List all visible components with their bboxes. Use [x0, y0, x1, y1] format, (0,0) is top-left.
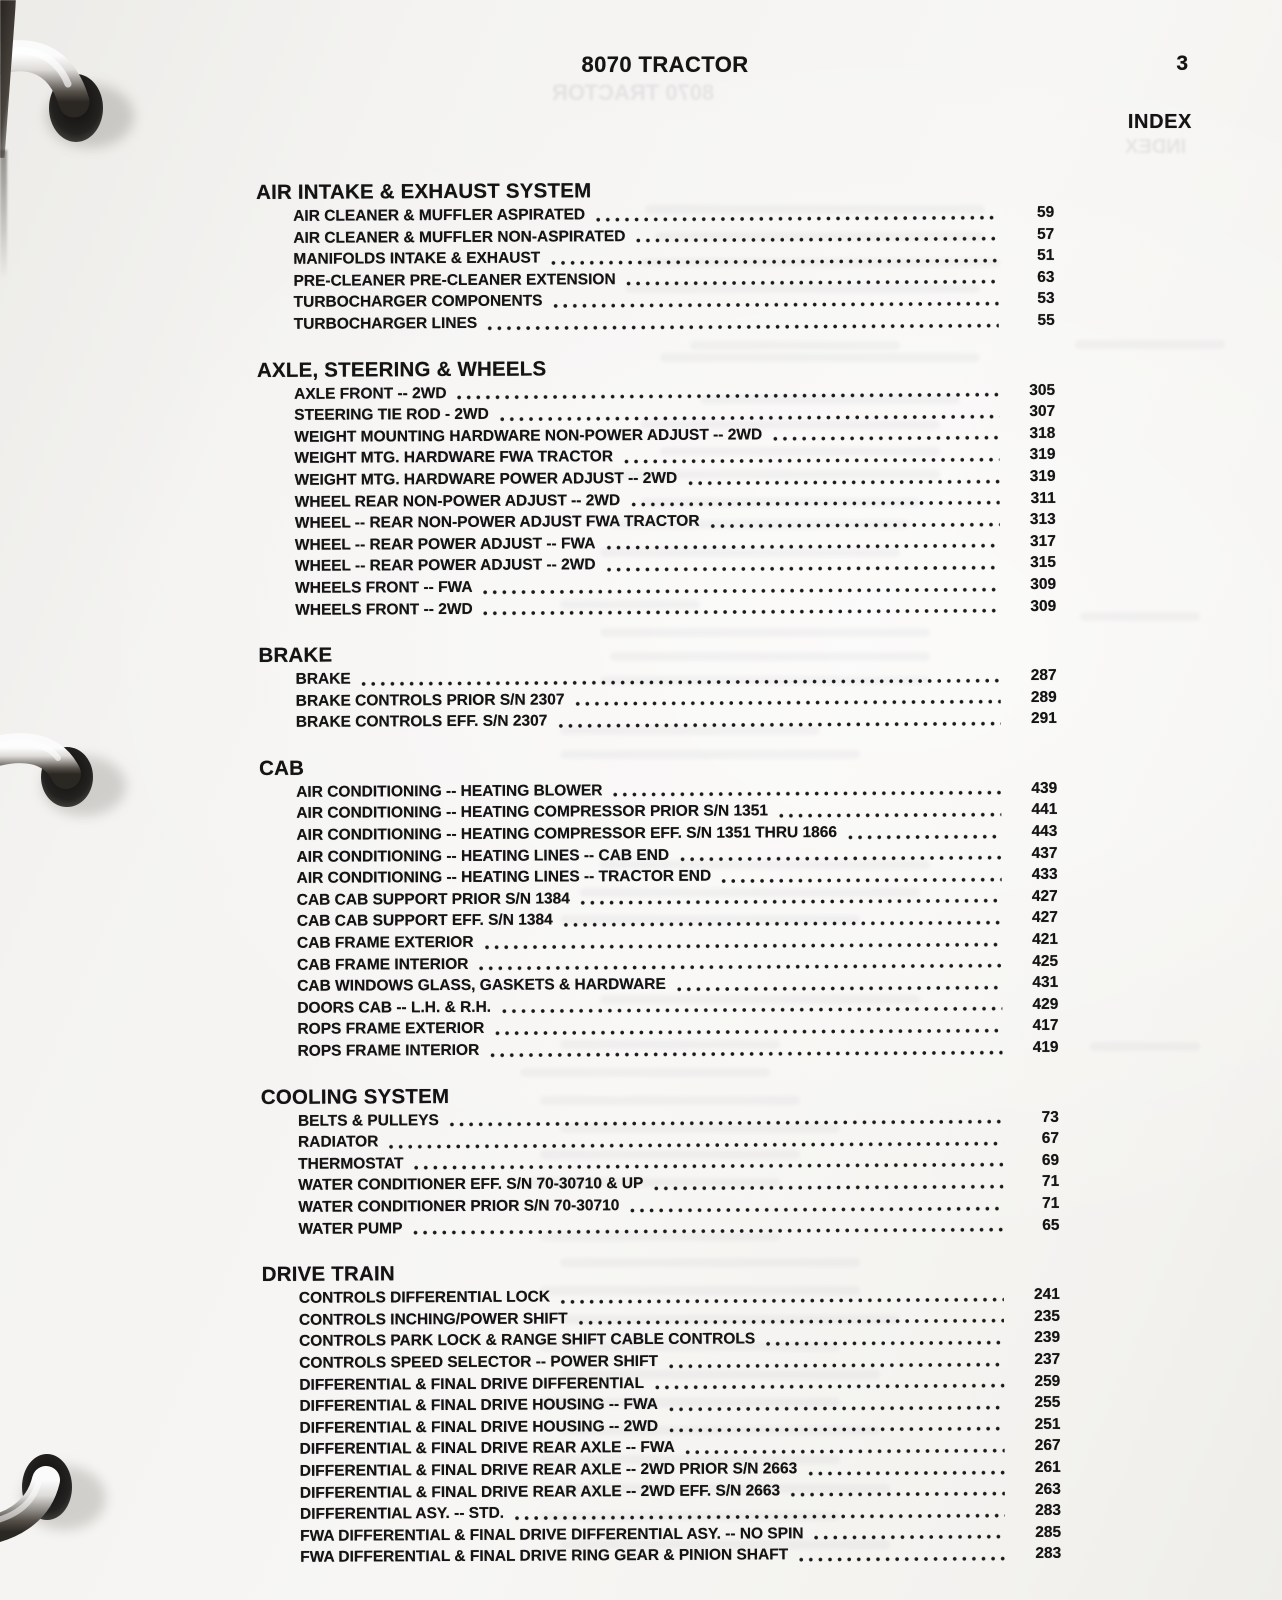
- entry-page-number: 318: [1029, 424, 1056, 442]
- entry-label: CAB CAB SUPPORT EFF. S/N 1384: [296, 911, 553, 931]
- dot-leader: [594, 211, 998, 225]
- toc-entry: [259, 710, 1057, 736]
- entry-label: BRAKE CONTROLS PRIOR S/N 2307: [295, 691, 565, 710]
- index-heading: INDEX: [1127, 111, 1192, 133]
- toc: [256, 177, 1061, 1571]
- entry-label: FWA DIFFERENTIAL & FINAL DRIVE RING GEAR & PINION SHAFT: [300, 1546, 789, 1567]
- dot-leader: [764, 1336, 1004, 1349]
- entry-page-number: 283: [1035, 1501, 1062, 1520]
- dot-leader: [846, 830, 1001, 843]
- entry-page-number: 319: [1029, 446, 1056, 464]
- entry-page-number: 427: [1031, 887, 1058, 905]
- toc-entry: [257, 312, 1055, 338]
- dot-leader: [551, 297, 998, 311]
- entry-page-number: 57: [1036, 225, 1055, 243]
- entry-page-number: 267: [1034, 1437, 1061, 1455]
- dot-leader: [411, 1223, 1003, 1238]
- dot-leader: [483, 938, 1003, 953]
- dot-leader: [387, 1137, 1003, 1152]
- dot-leader: [482, 604, 1001, 619]
- entry-label: CAB FRAME EXTERIOR: [296, 933, 474, 952]
- binder-spine-shadow: [0, 150, 7, 280]
- toc-entry: [261, 1039, 1059, 1065]
- entry-page-number: 443: [1031, 822, 1058, 841]
- entry-page-number: 73: [1041, 1108, 1059, 1126]
- entry-label: AIR CONDITIONING -- HEATING LINES -- TRACTOR END: [296, 867, 712, 888]
- dot-leader: [634, 232, 998, 246]
- entry-page-number: 425: [1032, 952, 1059, 970]
- dot-leader: [500, 1003, 1002, 1018]
- entry-label: WEIGHT MTG. HARDWARE POWER ADJUST -- 2WD: [294, 469, 678, 489]
- entry-label: DIFFERENTIAL & FINAL DRIVE REAR AXLE -- 2WD EFF. S/N 2663: [299, 1481, 781, 1502]
- toc-section: [256, 177, 1055, 338]
- entry-page-number: 53: [1037, 290, 1055, 308]
- dot-leader: [562, 916, 1002, 930]
- entry-page-number: 235: [1034, 1307, 1060, 1325]
- binder-ring-bottom-icon: [0, 1418, 144, 1588]
- dot-leader: [456, 388, 1000, 403]
- entry-label: CONTROLS INCHING/POWER SHIFT: [298, 1310, 568, 1329]
- entry-page-number: 441: [1031, 801, 1058, 819]
- dot-leader: [806, 1466, 1005, 1479]
- dot-leader: [498, 410, 999, 425]
- entry-label: CONTROLS PARK LOCK & RANGE SHIFT CABLE CONTROLS: [299, 1330, 756, 1351]
- dot-leader: [628, 1202, 1003, 1216]
- entry-page-number: 51: [1037, 247, 1055, 265]
- entry-label: STEERING TIE ROD - 2WD: [294, 405, 489, 424]
- dot-leader: [777, 808, 1001, 821]
- dot-leader: [708, 518, 999, 532]
- dot-leader: [678, 851, 1001, 865]
- dot-leader: [652, 1180, 1003, 1194]
- section-title: COOLING SYSTEM: [260, 1084, 450, 1109]
- dot-leader: [667, 1401, 1005, 1415]
- dot-leader: [493, 1024, 1002, 1039]
- entry-page-number: 69: [1041, 1151, 1060, 1169]
- dot-leader: [629, 496, 1000, 510]
- entry-label: DIFFERENTIAL ASY. -- STD.: [299, 1504, 505, 1523]
- entry-label: AIR CONDITIONING -- HEATING BLOWER: [296, 782, 603, 801]
- bleed-through-line: [1080, 612, 1200, 621]
- entry-label: AIR CONDITIONING -- HEATING COMPRESSOR PRIOR S/N 1351: [296, 802, 769, 823]
- dot-leader: [549, 254, 998, 268]
- dot-leader: [488, 1046, 1002, 1061]
- entry-label: MANIFOLDS INTAKE & EXHAUST: [293, 249, 541, 268]
- entry-page-number: 239: [1034, 1329, 1061, 1347]
- entry-page-number: 317: [1029, 532, 1056, 550]
- entry-label: DIFFERENTIAL & FINAL DRIVE REAR AXLE -- 2WD PRIOR S/N 2663: [299, 1460, 798, 1480]
- dot-leader: [486, 319, 999, 334]
- dot-leader: [684, 1444, 1005, 1458]
- entry-label: DOORS CAB -- L.H. & R.H.: [297, 998, 492, 1017]
- dot-leader: [604, 539, 1000, 553]
- entry-label: AXLE FRONT -- 2WD: [294, 384, 447, 403]
- dot-leader: [720, 873, 1002, 886]
- entry-label: FWA DIFFERENTIAL & FINAL DRIVE DIFFERENTIAL ASY. -- NO SPIN: [300, 1524, 804, 1545]
- dot-leader: [579, 895, 1002, 909]
- entry-page-number: 291: [1030, 710, 1057, 728]
- binder-spine-edge: [0, 0, 16, 158]
- entry-label: AIR CONDITIONING -- HEATING COMPRESSOR EFF. S/N 1351 THRU 1866: [296, 824, 838, 844]
- entry-page-number: 417: [1032, 1017, 1059, 1035]
- entry-page-number: 55: [1037, 311, 1055, 329]
- entry-page-number: 263: [1034, 1480, 1061, 1498]
- entry-label: ROPS FRAME EXTERIOR: [297, 1020, 485, 1039]
- entry-page-number: 429: [1032, 995, 1059, 1013]
- dot-leader: [797, 1552, 1005, 1565]
- entry-page-number: 309: [1030, 597, 1057, 615]
- dot-leader: [653, 1379, 1004, 1393]
- toc-entry: [261, 1216, 1059, 1242]
- entry-label: TURBOCHARGER LINES: [293, 314, 478, 333]
- entry-page-number: 67: [1041, 1129, 1060, 1148]
- entry-label: WHEEL REAR NON-POWER ADJUST -- 2WD: [294, 491, 621, 511]
- entry-page-number: 313: [1029, 510, 1056, 529]
- dot-leader: [556, 717, 1001, 731]
- entry-page-number: 289: [1030, 688, 1057, 706]
- entry-page-number: 63: [1037, 268, 1055, 286]
- entry-label: WHEEL -- REAR POWER ADJUST -- FWA: [294, 534, 596, 554]
- toc-section: [262, 1259, 1062, 1571]
- entry-page-number: 431: [1032, 974, 1059, 992]
- section-title: BRAKE: [258, 643, 333, 668]
- entry-label: WEIGHT MTG. HARDWARE FWA TRACTOR: [294, 448, 614, 468]
- dot-leader: [412, 1158, 1003, 1173]
- entry-page-number: 285: [1035, 1523, 1062, 1541]
- dot-leader: [789, 1487, 1005, 1500]
- section-title: CAB: [259, 756, 305, 780]
- entry-label: DIFFERENTIAL & FINAL DRIVE HOUSING -- FWA: [299, 1396, 658, 1415]
- entry-label: CONTROLS DIFFERENTIAL LOCK: [298, 1288, 551, 1307]
- entry-page-number: 421: [1032, 930, 1059, 948]
- binder-ring-middle-icon: [0, 698, 144, 848]
- dot-leader: [813, 1530, 1006, 1543]
- dot-leader: [622, 453, 999, 467]
- entry-label: DIFFERENTIAL & FINAL DRIVE REAR AXLE -- FWA: [299, 1439, 675, 1459]
- entry-label: WATER CONDITIONER EFF. S/N 70-30710 & UP: [298, 1175, 644, 1195]
- entry-page-number: 311: [1030, 489, 1056, 507]
- toc-section: [257, 354, 1056, 623]
- entry-page-number: 255: [1034, 1393, 1061, 1412]
- bleed-through-line: [1090, 1042, 1200, 1051]
- dot-leader: [771, 431, 999, 444]
- entry-page-number: 283: [1035, 1545, 1062, 1563]
- entry-page-number: 261: [1034, 1458, 1061, 1476]
- dot-leader: [481, 583, 1000, 598]
- dot-leader: [513, 1509, 1005, 1524]
- toc-section: [259, 753, 1059, 1065]
- dot-leader: [605, 561, 1001, 575]
- dot-leader: [577, 1314, 1004, 1328]
- entry-page-number: 427: [1031, 909, 1058, 927]
- toc-entry: [258, 597, 1056, 623]
- entry-label: DIFFERENTIAL & FINAL DRIVE DIFFERENTIAL: [299, 1374, 645, 1394]
- document-title: 8070 TRACTOR: [581, 52, 749, 77]
- bleed-through-index: INDEX: [1124, 136, 1186, 158]
- entry-page-number: 71: [1042, 1194, 1060, 1212]
- dot-leader: [625, 275, 999, 289]
- binder-ring-top-icon: [0, 28, 144, 178]
- entry-page-number: 439: [1031, 779, 1058, 797]
- entry-page-number: 287: [1030, 666, 1057, 685]
- entry-label: WATER PUMP: [298, 1219, 403, 1238]
- entry-label: ROPS FRAME INTERIOR: [297, 1041, 480, 1060]
- section-title: AIR INTAKE & EXHAUST SYSTEM: [256, 179, 592, 204]
- toc-section: [258, 640, 1056, 736]
- dot-leader: [667, 1422, 1005, 1436]
- toc-section: [261, 1081, 1060, 1242]
- dot-leader: [448, 1115, 1003, 1130]
- entry-label: CAB CAB SUPPORT PRIOR S/N 1384: [296, 890, 570, 909]
- entry-page-number: 65: [1042, 1216, 1060, 1234]
- entry-page-number: 237: [1034, 1350, 1061, 1368]
- entry-label: BRAKE CONTROLS EFF. S/N 2307: [295, 712, 548, 732]
- page-number: 3: [1176, 52, 1188, 75]
- entry-page-number: 259: [1034, 1372, 1061, 1390]
- entry-page-number: 307: [1029, 402, 1056, 421]
- entry-label: WHEEL -- REAR POWER ADJUST -- 2WD: [294, 556, 596, 576]
- section-title: AXLE, STEERING & WHEELS: [256, 357, 547, 382]
- entry-page-number: 309: [1030, 575, 1057, 593]
- entry-label: WHEEL -- REAR NON-POWER ADJUST FWA TRACTOR: [294, 512, 700, 532]
- entry-label: AIR CLEANER & MUFFLER NON-ASPIRATED: [293, 227, 626, 247]
- entry-page-number: 305: [1029, 381, 1056, 399]
- entry-page-number: 433: [1031, 866, 1058, 884]
- entry-page-number: 251: [1034, 1415, 1061, 1433]
- entry-label: DIFFERENTIAL & FINAL DRIVE HOUSING -- 2WD: [299, 1417, 659, 1437]
- entry-label: BRAKE: [295, 670, 351, 688]
- entry-label: AIR CLEANER & MUFFLER ASPIRATED: [293, 206, 586, 225]
- entry-label: WEIGHT MOUNTING HARDWARE NON-POWER ADJUST -- 2WD: [294, 426, 763, 446]
- entry-page-number: 319: [1029, 467, 1056, 485]
- entry-label: WHEELS FRONT -- FWA: [295, 578, 473, 597]
- entry-label: CAB WINDOWS GLASS, GASKETS & HARDWARE: [297, 976, 666, 996]
- dot-leader: [360, 674, 1001, 689]
- toc-entry: [263, 1545, 1061, 1571]
- dot-leader: [611, 787, 1001, 801]
- entry-page-number: 419: [1032, 1038, 1059, 1056]
- bleed-through-title: 8070 TRACTOR: [552, 80, 715, 105]
- entry-label: CAB FRAME INTERIOR: [297, 955, 469, 974]
- entry-label: WHEELS FRONT -- 2WD: [295, 600, 473, 619]
- entry-page-number: 315: [1030, 554, 1057, 572]
- entry-label: PRE-CLEANER PRE-CLEANER EXTENSION: [293, 270, 616, 290]
- dot-leader: [559, 1293, 1004, 1307]
- entry-page-number: 437: [1031, 844, 1058, 862]
- dot-leader: [667, 1358, 1004, 1372]
- entry-label: THERMOSTAT: [298, 1155, 404, 1173]
- entry-label: RADIATOR: [297, 1133, 379, 1151]
- entry-label: AIR CONDITIONING -- HEATING LINES -- CAB END: [296, 846, 670, 866]
- dot-leader: [573, 695, 1000, 709]
- dot-leader: [477, 959, 1002, 974]
- entry-page-number: 59: [1036, 203, 1055, 221]
- entry-page-number: 71: [1041, 1173, 1060, 1191]
- entry-label: WATER CONDITIONER PRIOR S/N 70-30710: [298, 1197, 620, 1216]
- entry-label: BELTS & PULLEYS: [297, 1111, 439, 1130]
- bleed-through-line: [1075, 340, 1225, 349]
- section-title: DRIVE TRAIN: [261, 1262, 395, 1287]
- entry-label: CONTROLS SPEED SELECTOR -- POWER SHIFT: [299, 1352, 659, 1372]
- entry-page-number: 241: [1033, 1285, 1060, 1304]
- dot-leader: [675, 981, 1002, 995]
- entry-label: TURBOCHARGER COMPONENTS: [293, 292, 543, 312]
- dot-leader: [686, 475, 999, 489]
